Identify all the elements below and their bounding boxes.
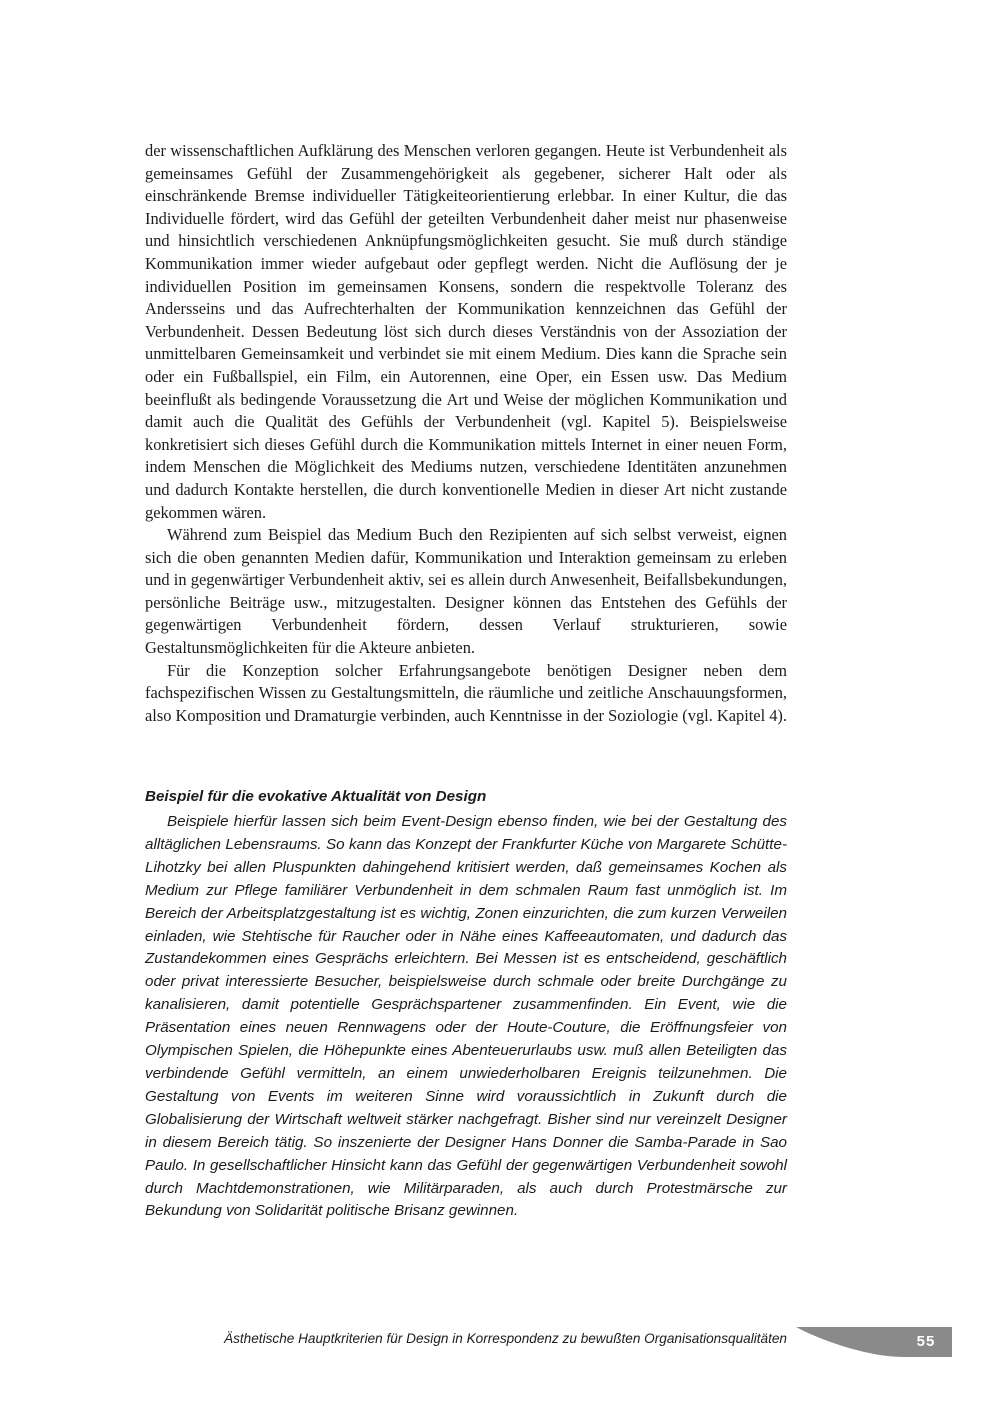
example-section (145, 786, 787, 1223)
body-paragraph-1: der wissenschaftlichen Aufklärung des Menschen verloren gegangen. Heute ist Verbundenheit als gemeinsames Gefühl der Zusammengehörigkeit als gegebener, sicherer Halt oder als einschränkende Bremse individueller Tätigkeiteorientierung erlebbar. In einer Kultur, die das Individuelle fördert, wird das Gefühl der geteilten Verbundenheit daher meist nur phasenweise und hinsichtlich verschiedenen Anknüpfungsmöglichkeiten gesucht. Sie muß durch ständige Kommunikation immer wieder aufgebaut oder gepflegt werden. Nicht die Auflösung der je individuellen Position im gemeinsamen Konsens, sondern die respektvolle Toleranz des Andersseins und das Aufrechterhalten der Kommunikation kennzeichnen das Gefühl der Verbundenheit. Dessen Bedeutung löst sich durch dieses Verständnis von der Assoziation der unmittelbaren Gemeinsamkeit und verbindet sie mit einem Medium. Dies kann die Sprache sein oder ein Fußballspiel, ein Film, ein Autorennen, eine Oper, ein Essen usw. Das Medium beeinflußt als bedingende Voraussetzung die Art und Weise der möglichen Kommunikation und damit auch die Qualität des Gefühls der Verbundenheit (vgl. Kapitel 5). Beispielsweise konkretisiert sich dieses Gefühl durch die Kommunikation mittels Internet in einer neuen Form, indem Menschen die Möglichkeit des Mediums nutzen, verschiedene Identitäten anzunehmen und dadurch Kontakte herstellen, die durch konventionelle Medien in dieser Art nicht zustande gekommen wären. (145, 141, 787, 522)
body-paragraph-3: Für die Konzeption solcher Erfahrungsangebote benötigen Designer neben dem fachspezifischen Wissen zu Gestaltungsmitteln, die räumliche und zeitliche Anschauungsformen, also Komposition und Dramaturgie verbinden, auch Kenntnisse in der Soziologie (vgl. Kapitel 4). (145, 660, 787, 725)
body-paragraph-2: Während zum Beispiel das Medium Buch den Rezipienten auf sich selbst verweist, eignen sich die oben genannten Medien dafür, Kommunikation und Interaktion gemeinsam zu erleben und in gegenwärtiger Verbundenheit aktiv, sei es allein durch Anwesenheit, Beifallsbekundungen, persönliche Beiträge usw., mitzugestalten. Designer können das Entstehen des Gefühls der gegenwärtigen Verbundenheit fördern, dessen Verlauf strukturieren, sowie Gestaltunsmöglichkeiten für die Akteure anbieten. (145, 525, 787, 658)
page-number: 55 (916, 1333, 936, 1350)
main-body-text (145, 140, 787, 727)
example-heading: Beispiel für die evokative Aktualität von Design (145, 788, 487, 805)
example-paragraph: Beispiele hierfür lassen sich beim Event-Design ebenso finden, wie bei der Gestaltung des alltäglichen Lebensraums. So kann das Konzept der Frankfurter Küche von Margarete Schütte-Lihotzky bei allen Pluspunkten dahingehend kritisiert werden, daß gemeinsames Kochen als Medium zur Pflege familiärer Verbundenheit in dem schmalen Raum fast unmöglich ist. Im Bereich der Arbeitsplatzgestaltung ist es wichtig, Zonen einzurichten, die zum kurzen Verweilen einladen, wie Stehtische für Raucher oder in Nähe eines Kaffeeautomaten, und dadurch das Zustandekommen eines Gesprächs erleichtern. Bei Messen ist es entscheidend, geschäftlich oder privat interessierte Besucher, beispielsweise durch schmale oder breite Durchgänge zu kanalisieren, damit potentielle Gesprächspartener zusammenfinden. Ein Event, wie die Präsentation eines neuen Rennwagens oder der Houte-Couture, die Eröffnungsfeier von Olympischen Spielen, die Höhepunkte eines Abenteuerurlaubs usw. muß allen Beteiligten das verbindende Gefühl vermitteln, an einem unwiederholbaren Ereignis teilzunehmen. Die Gestaltung von Events im weiteren Sinne wird voraussichtlich in Zukunft durch die Globalisierung der Wirtschaft weltweit stärker nachgefragt. Bisher sind nur vereinzelt Designer in diesem Bereich tätig. So inszenierte der Designer Hans Donner die Samba-Parade in Sao Paulo. In gesellschaftlicher Hinsicht kann das Gefühl der gegenwärtigen Verbundenheit sowohl durch Machtdemonstrationen, wie Militärparaden, als auch durch Protestmärsche zur Bekundung von Solidarität politische Brisanz gewinnen. (145, 813, 787, 1220)
running-footer-title: Ästhetische Hauptkriterien für Design in Korrespondenz zu bewußten Organisationsqualitäten (224, 1331, 787, 1346)
